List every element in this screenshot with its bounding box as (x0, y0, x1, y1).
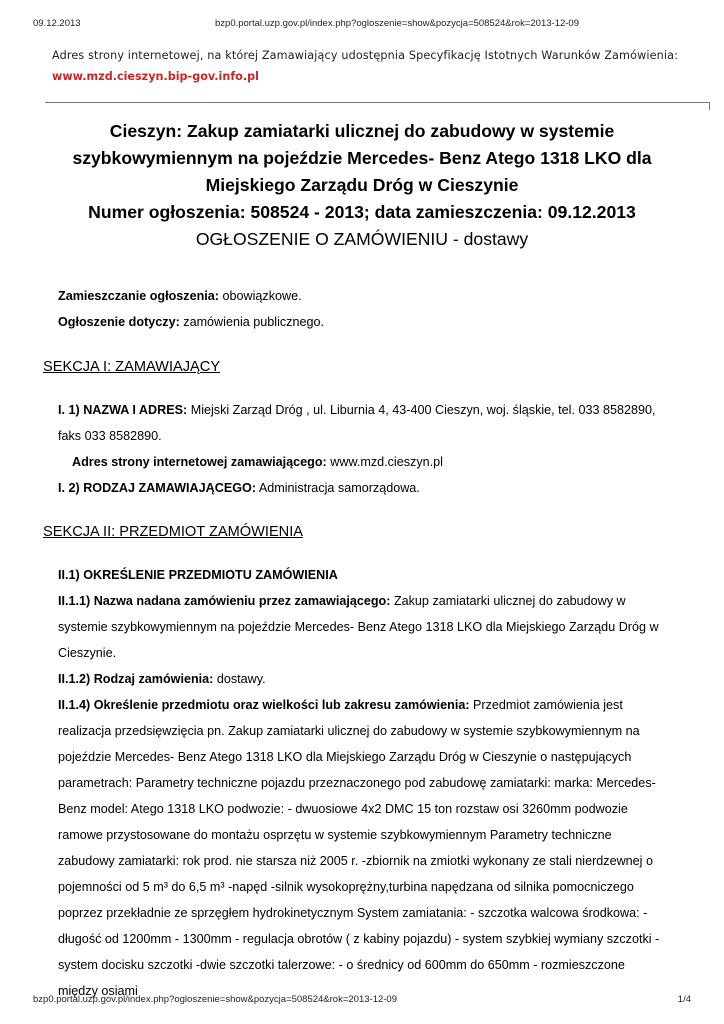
concerns-value: zamówienia publicznego. (183, 315, 324, 329)
section-2-heading: SEKCJA II: PRZEDMIOT ZAMÓWIENIA (43, 524, 304, 540)
order-kind-value: dostawy. (216, 672, 266, 686)
page-number: 1/4 (677, 994, 691, 1005)
website-label: Adres strony internetowej zamawiającego: (72, 455, 327, 469)
name-address-value: Miejski Zarząd Dróg , ul. Liburnia 4, 43-400 Cieszyn, woj. śląskie, tel. 033 8582890, (190, 403, 656, 417)
contracting-type-value: Administracja samorządowa. (258, 481, 420, 495)
order-name-value: Zakup zamiatarki ulicznej do zabudowy w systemie szybkowymiennym na pojeździe Mercedes- Benz Atego 1318 LKO dla Miejskiego Zarządu Dróg w Cieszynie. (58, 594, 659, 660)
title-line-1: Cieszyn: Zakup zamiatarki ulicznej do zabudowy w systemie (109, 121, 615, 141)
divider (45, 102, 710, 110)
posting-value: obowiązkowe. (222, 289, 302, 303)
notice-subtitle: OGŁOSZENIE O ZAMÓWIENIU - dostawy (195, 229, 529, 249)
name-address-label: I. 1) NAZWA I ADRES: (58, 403, 188, 417)
section-1-body (58, 397, 678, 501)
title-line-3: Miejskiego Zarządu Dróg w Cieszynie (205, 175, 519, 195)
print-url: bzp0.portal.uzp.gov.pl/index.php?ogloszenie=show&pozycja=508524&rok=2013-12-09 (215, 18, 579, 29)
posting-label: Zamieszczanie ogłoszenia: (58, 289, 219, 303)
order-scope-label: II.1.4) Określenie przedmiotu oraz wielkości lub zakresu zamówienia: (58, 698, 470, 712)
order-kind-label: II.1.2) Rodzaj zamówienia: (58, 672, 214, 686)
notice-number: Numer ogłoszenia: 508524 - 2013; data zamieszczenia: 09.12.2013 (88, 202, 636, 222)
concerns-label: Ogłoszenie dotyczy: (58, 315, 180, 329)
notice-meta (58, 283, 678, 335)
website-value: www.mzd.cieszyn.pl (330, 455, 443, 469)
section-1-heading: SEKCJA I: ZAMAWIAJĄCY (43, 359, 221, 375)
siwz-note: Adres strony internetowej, na której Zamawiający udostępnia Specyfikację Istotnych Warunków Zamówienia: (52, 49, 679, 62)
page-title (30, 118, 694, 253)
fax: faks 033 8582890. (58, 429, 162, 443)
order-scope-value: Przedmiot zamówienia jest realizacja przedsięwzięcia pn. Zakup zamiatarki ulicznej do zabudowy w systemie szybkowymiennym na pojeździe Mercedes- Benz Atego 1318 LKO dla Miejskiego Zarządu Dróg w Cieszynie o następujących parametrach: Parametry techniczne pojazdu przeznaczonego pod zabudowę zamiatarki: marka: Mercedes- Benz model: Atego 1318 LKO podwozie: - dwuosiowe 4x2 DMC 15 ton rozstaw osi 3260mm podwozie ramowe przystosowane do montażu osprzętu w systemie szybkowymiennym Parametry techniczne zabudowy zamiatarki: rok prod. nie starsza niż 2005 r. -zbiornik na zmiotki wykonany ze stali nierdzewnej o pojemności od 5 m³ do 6,5 m³ -napęd -silnik wysokoprężny,turbina napędzana od silnika pomocniczego poprzez przekładnie ze sprzęgłem hydrokinetycznym System zamiatania: - szczotka walcowa środkowa: - długość od 1200mm - 1300mm - regulacja obrotów ( z kabiny pojazdu) - system szybkiej wymiany szczotki -system docisku szczotki -dwie szczotki talerzowe: - o średnicy od 600mm do 650mm - rozmieszczone między osiami (58, 698, 660, 998)
siwz-link[interactable]: www.mzd.cieszyn.bip-gov.info.pl (52, 70, 259, 83)
subject-heading: II.1) OKREŚLENIE PRZEDMIOTU ZAMÓWIENIA (58, 568, 338, 582)
section-2-body (58, 562, 664, 1004)
print-date: 09.12.2013 (33, 18, 81, 29)
title-line-2: szybkowymiennym na pojeździe Mercedes- Benz Atego 1318 LKO dla (72, 148, 652, 168)
order-name-label: II.1.1) Nazwa nadana zamówieniu przez zamawiającego: (58, 594, 391, 608)
footer-url: bzp0.portal.uzp.gov.pl/index.php?ogloszenie=show&pozycja=508524&rok=2013-12-09 (33, 994, 397, 1005)
contracting-type-label: I. 2) RODZAJ ZAMAWIAJĄCEGO: (58, 481, 257, 495)
